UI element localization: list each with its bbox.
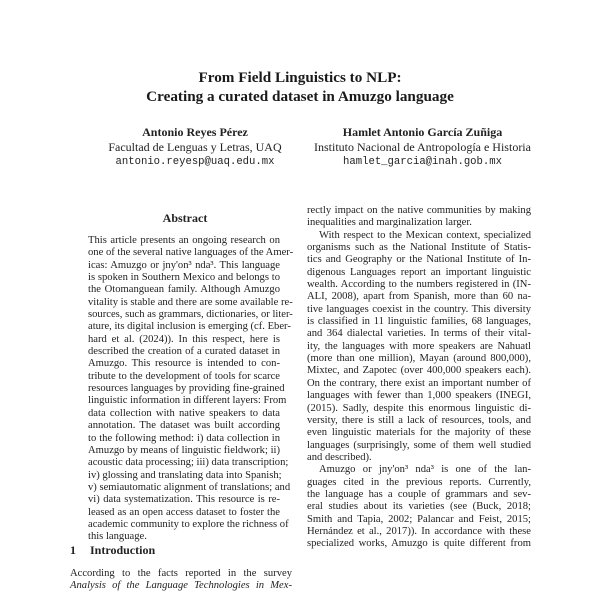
section-heading-introduction xyxy=(70,543,155,558)
text-line: data collection with native speakers to data xyxy=(88,407,280,419)
text-line: According to the facts reported in the survey xyxy=(70,568,292,579)
author-block-1 xyxy=(85,125,305,170)
title-line-1: From Field Linguistics to NLP: xyxy=(198,69,402,86)
text-line: sources, such as grammars, dictionaries, or liter- xyxy=(88,309,293,321)
text-line: On the contrary, there exist an important number of xyxy=(307,377,531,389)
text-line: hard et al. (2024)). In this respect, here is xyxy=(88,333,280,345)
text-line: is classified in 11 linguistic families, 68 languages, xyxy=(307,316,531,328)
text-line: the language has a couple of grammars and sev- xyxy=(307,488,531,500)
text-line: and described). xyxy=(307,451,372,463)
text-line: inequalities and marginalization larger. xyxy=(307,217,472,229)
text-line: leased as an open access dataset to foster the xyxy=(88,506,280,518)
text-line: Mixtec, and Zapotec (over 400,000 speakers each). xyxy=(307,365,531,377)
text-line: Smith and Tapia, 2002; Palancar and Feist, 2015; xyxy=(307,513,531,525)
text-line: is spoken in Southern Mexico and belongs to xyxy=(88,272,280,284)
text-line: ity, the languages with more speakers are Nahuatl xyxy=(307,340,531,352)
author-name: Hamlet Antonio García Zuñiga xyxy=(342,125,503,139)
text-line: tics and Geography or the National Institute of In- xyxy=(307,254,531,266)
text-line: rectly impact on the native communities by making xyxy=(307,205,531,216)
text-line: organisms such as the National Institute of Statis- xyxy=(307,242,531,254)
abstract-heading: Abstract xyxy=(162,211,208,225)
text-line: wealth. According to the numbers registered in (IN- xyxy=(307,279,531,291)
text-line: languages (surprisingly, some of them well studied xyxy=(307,439,531,451)
text-line: tive languages coexist in the country. This diversity xyxy=(307,303,531,315)
text-line: linguistic information in different layers: From xyxy=(88,395,287,407)
text-line: specialized works, Amuzgo is quite different from xyxy=(307,538,531,550)
text-line: guages cited in the previous reports. Currently, xyxy=(307,476,531,488)
text-line: languages with fewer than 1,000 speakers (INEGI, xyxy=(307,390,531,402)
text-line: This article presents an ongoing research on xyxy=(88,235,280,246)
text-line: v) semiautomatic alignment of translations; and xyxy=(88,481,291,493)
text-line: academic community to explore the richness of xyxy=(88,518,289,530)
text-line: one of the several native languages of the Amer- xyxy=(88,247,294,259)
text-line: ature, its digital inclusion is emerging (cf. Eber- xyxy=(88,321,291,333)
text-line: (2015). Sadly, despite this enormous linguistic di- xyxy=(307,402,531,414)
right-column-body xyxy=(307,205,531,551)
text-line: ALI, 2008), apart from Spanish, more than 60 na- xyxy=(307,291,531,303)
text-line: With respect to the Mexican context, specialized xyxy=(319,229,531,241)
section-title: Introduction xyxy=(90,543,156,557)
text-line: digenous Languages report an important linguistic xyxy=(307,266,531,278)
text-line: described the creation of a curated dataset in xyxy=(88,346,280,358)
author-email: antonio.reyesp@uaq.edu.mx xyxy=(115,156,275,168)
text-line: (more than one million), Mayan (around 800,000), xyxy=(307,353,531,365)
text-line: this language. xyxy=(88,531,147,543)
text-line: eral studies about its varieties (see (Buck, 2018; xyxy=(307,501,531,513)
text-line: iv) glossing and translating data into Spanish; xyxy=(88,469,282,481)
author-email: hamlet_garcia@inah.gob.mx xyxy=(343,156,502,168)
text-line: vi) data systematization. This resource is re- xyxy=(88,494,280,506)
text-line: tribute to the development of tools for scarce xyxy=(88,370,280,382)
title-line-2: Creating a curated dataset in Amuzgo language xyxy=(146,88,454,105)
text-line: acoustic data processing; iii) data transcription; xyxy=(88,457,289,469)
text-line: versity, there is still a lack of resources, tools, and xyxy=(307,414,531,426)
text-line: Amuzgo by means of linguistic fieldwork; ii) xyxy=(88,444,280,456)
text-line: Hernández et al., 2017)). In accordance with these xyxy=(307,525,531,537)
author-block-2 xyxy=(300,125,545,170)
paper-title xyxy=(0,68,600,106)
text-line: Analysis of the Language Technologies in Mex- xyxy=(70,580,292,592)
text-line: resources languages by providing fine-grained xyxy=(88,383,285,395)
text-line: even linguistic materials for the majority of these xyxy=(307,427,531,439)
text-line: to the following method: i) data collection in xyxy=(88,432,280,444)
author-affiliation: Facultad de Lenguas y Letras, UAQ xyxy=(108,140,282,154)
author-affiliation: Instituto Nacional de Antropología e Historia xyxy=(314,140,531,154)
text-line: Amuzgo or jny'on³ nda³ is one of the lan- xyxy=(319,464,531,476)
text-line: icas: Amuzgo or jny'on³ nda³. This language xyxy=(88,259,280,271)
text-line: and 364 dialectal varieties. In terms of their vital- xyxy=(307,328,531,340)
section-number: 1 xyxy=(70,543,76,557)
introduction-body xyxy=(70,568,292,593)
text-line: annotation. The dataset was built according xyxy=(88,420,280,432)
abstract-body xyxy=(88,235,294,544)
text-line: vitality is stable and there are some available re- xyxy=(88,296,293,308)
text-line: Amuzgo. This resource is intended to con- xyxy=(88,358,280,370)
author-name: Antonio Reyes Pérez xyxy=(142,125,248,139)
text-line: the Otomanguean family. Although Amuzgo xyxy=(88,284,280,296)
